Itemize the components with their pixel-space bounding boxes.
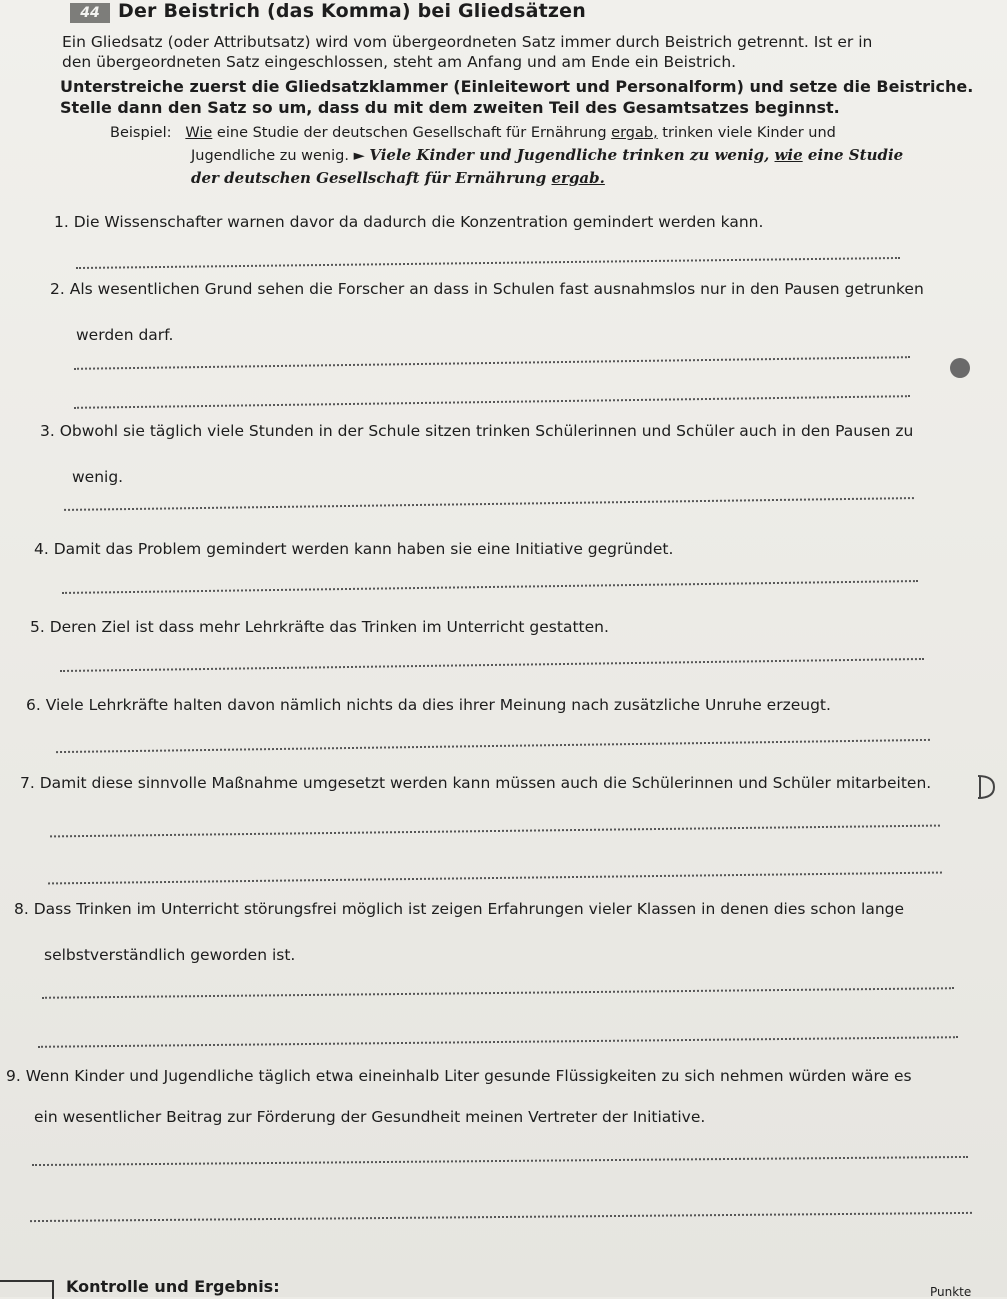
example-line-2-print: Jugendliche zu wenig. — [191, 148, 349, 164]
footer-points-label: Punkte — [930, 1285, 972, 1299]
example-hand-c: der deutschen Gesellschaft für Ernährung — [191, 169, 552, 187]
answer-line-9b[interactable] — [30, 1212, 972, 1222]
answer-line-5[interactable] — [60, 658, 924, 672]
answer-line-8b[interactable] — [38, 1036, 958, 1048]
task-2-text-2: werden darf. — [76, 326, 174, 344]
answer-line-1[interactable] — [76, 257, 900, 269]
exercise-number-badge: 44 — [70, 3, 110, 23]
answer-line-6[interactable] — [56, 739, 930, 753]
answer-line-2a[interactable] — [74, 356, 910, 370]
intro-line-1: Ein Gliedsatz (oder Attributsatz) wird vom übergeordneten Satz immer durch Beistrich getrennt. Ist er in — [62, 33, 873, 51]
example-line-2 — [191, 146, 903, 164]
intro-line-2: den übergeordneten Satz eingeschlossen, steht am Anfang und am Ende ein Beistrich. — [62, 53, 737, 71]
task-8-text-2: selbstverständlich geworden ist. — [44, 946, 296, 964]
example-hand-a: Viele Kinder und Jugendliche trinken zu wenig, — [369, 146, 775, 164]
punch-hole-icon — [950, 358, 970, 378]
example-line-1 — [110, 125, 836, 141]
answer-line-8a[interactable] — [42, 987, 954, 999]
task-5-text: 5. Deren Ziel ist dass mehr Lehrkräfte das Trinken im Unterricht gestatten. — [30, 618, 609, 636]
example-line-1-end: trinken viele Kinder und — [657, 125, 836, 141]
example-line-3 — [191, 169, 605, 187]
worksheet-title: Der Beistrich (das Komma) bei Gliedsätzen — [118, 0, 586, 22]
binder-hole-icon — [972, 772, 998, 802]
example-label: Beispiel: — [110, 125, 172, 141]
answer-line-9a[interactable] — [32, 1156, 968, 1166]
example-line-1-text: eine Studie der deutschen Gesellschaft für Ernährung — [212, 125, 612, 141]
task-4-text: 4. Damit das Problem gemindert werden kann haben sie eine Initiative gegründet. — [34, 540, 674, 558]
example-hand-wie: wie — [774, 146, 803, 164]
answer-line-7a[interactable] — [50, 825, 940, 838]
task-1-text: 1. Die Wissenschafter warnen davor da dadurch die Konzentration gemindert werden kann. — [54, 213, 764, 231]
task-3-text-1: 3. Obwohl sie täglich viele Stunden in der Schule sitzen trinken Schülerinnen und Schüler auch in den Pausen zu — [40, 422, 914, 440]
answer-line-3[interactable] — [64, 497, 914, 511]
instruction-line-2: Stelle dann den Satz so um, dass du mit dem zweiten Teil des Gesamtsatzes beginnst. — [60, 98, 840, 117]
arrow-icon: ► — [353, 148, 365, 164]
footer-title: Kontrolle und Ergebnis: — [66, 1277, 280, 1296]
task-6-text: 6. Viele Lehrkräfte halten davon nämlich nichts da dies ihrer Meinung nach zusätzliche Unruhe erzeugt. — [26, 696, 831, 714]
task-7-text: 7. Damit diese sinnvolle Maßnahme umgesetzt werden kann müssen auch die Schülerinnen und Schüler mitarbeiten. — [20, 774, 932, 792]
task-9-text-2: ein wesentlicher Beitrag zur Förderung der Gesundheit meinen Vertreter der Initiative. — [34, 1108, 706, 1126]
instruction-line-1: Unterstreiche zuerst die Gliedsatzklammer (Einleitewort und Personalform) und setze die Beistriche. — [60, 77, 974, 96]
task-2-text-1: 2. Als wesentlichen Grund sehen die Forscher an dass in Schulen fast ausnahmslos nur in den Pausen getrunken — [50, 280, 924, 298]
example-word-wie: Wie — [185, 125, 213, 141]
task-9-text-1: 9. Wenn Kinder und Jugendliche täglich etwa eineinhalb Liter gesunde Flüssigkeiten zu sich nehmen würden wäre es — [6, 1067, 912, 1085]
example-hand-ergab: ergab. — [551, 169, 605, 187]
example-word-ergab: ergab, — [611, 125, 658, 141]
footer-score-box — [0, 1280, 54, 1299]
task-3-text-2: wenig. — [72, 468, 124, 486]
answer-line-2b[interactable] — [74, 395, 910, 409]
answer-line-7b[interactable] — [48, 872, 942, 885]
example-hand-b: eine Studie — [802, 146, 904, 164]
task-8-text-1: 8. Dass Trinken im Unterricht störungsfrei möglich ist zeigen Erfahrungen vieler Klassen in denen dies schon lange — [14, 900, 905, 918]
answer-line-4[interactable] — [62, 580, 918, 594]
